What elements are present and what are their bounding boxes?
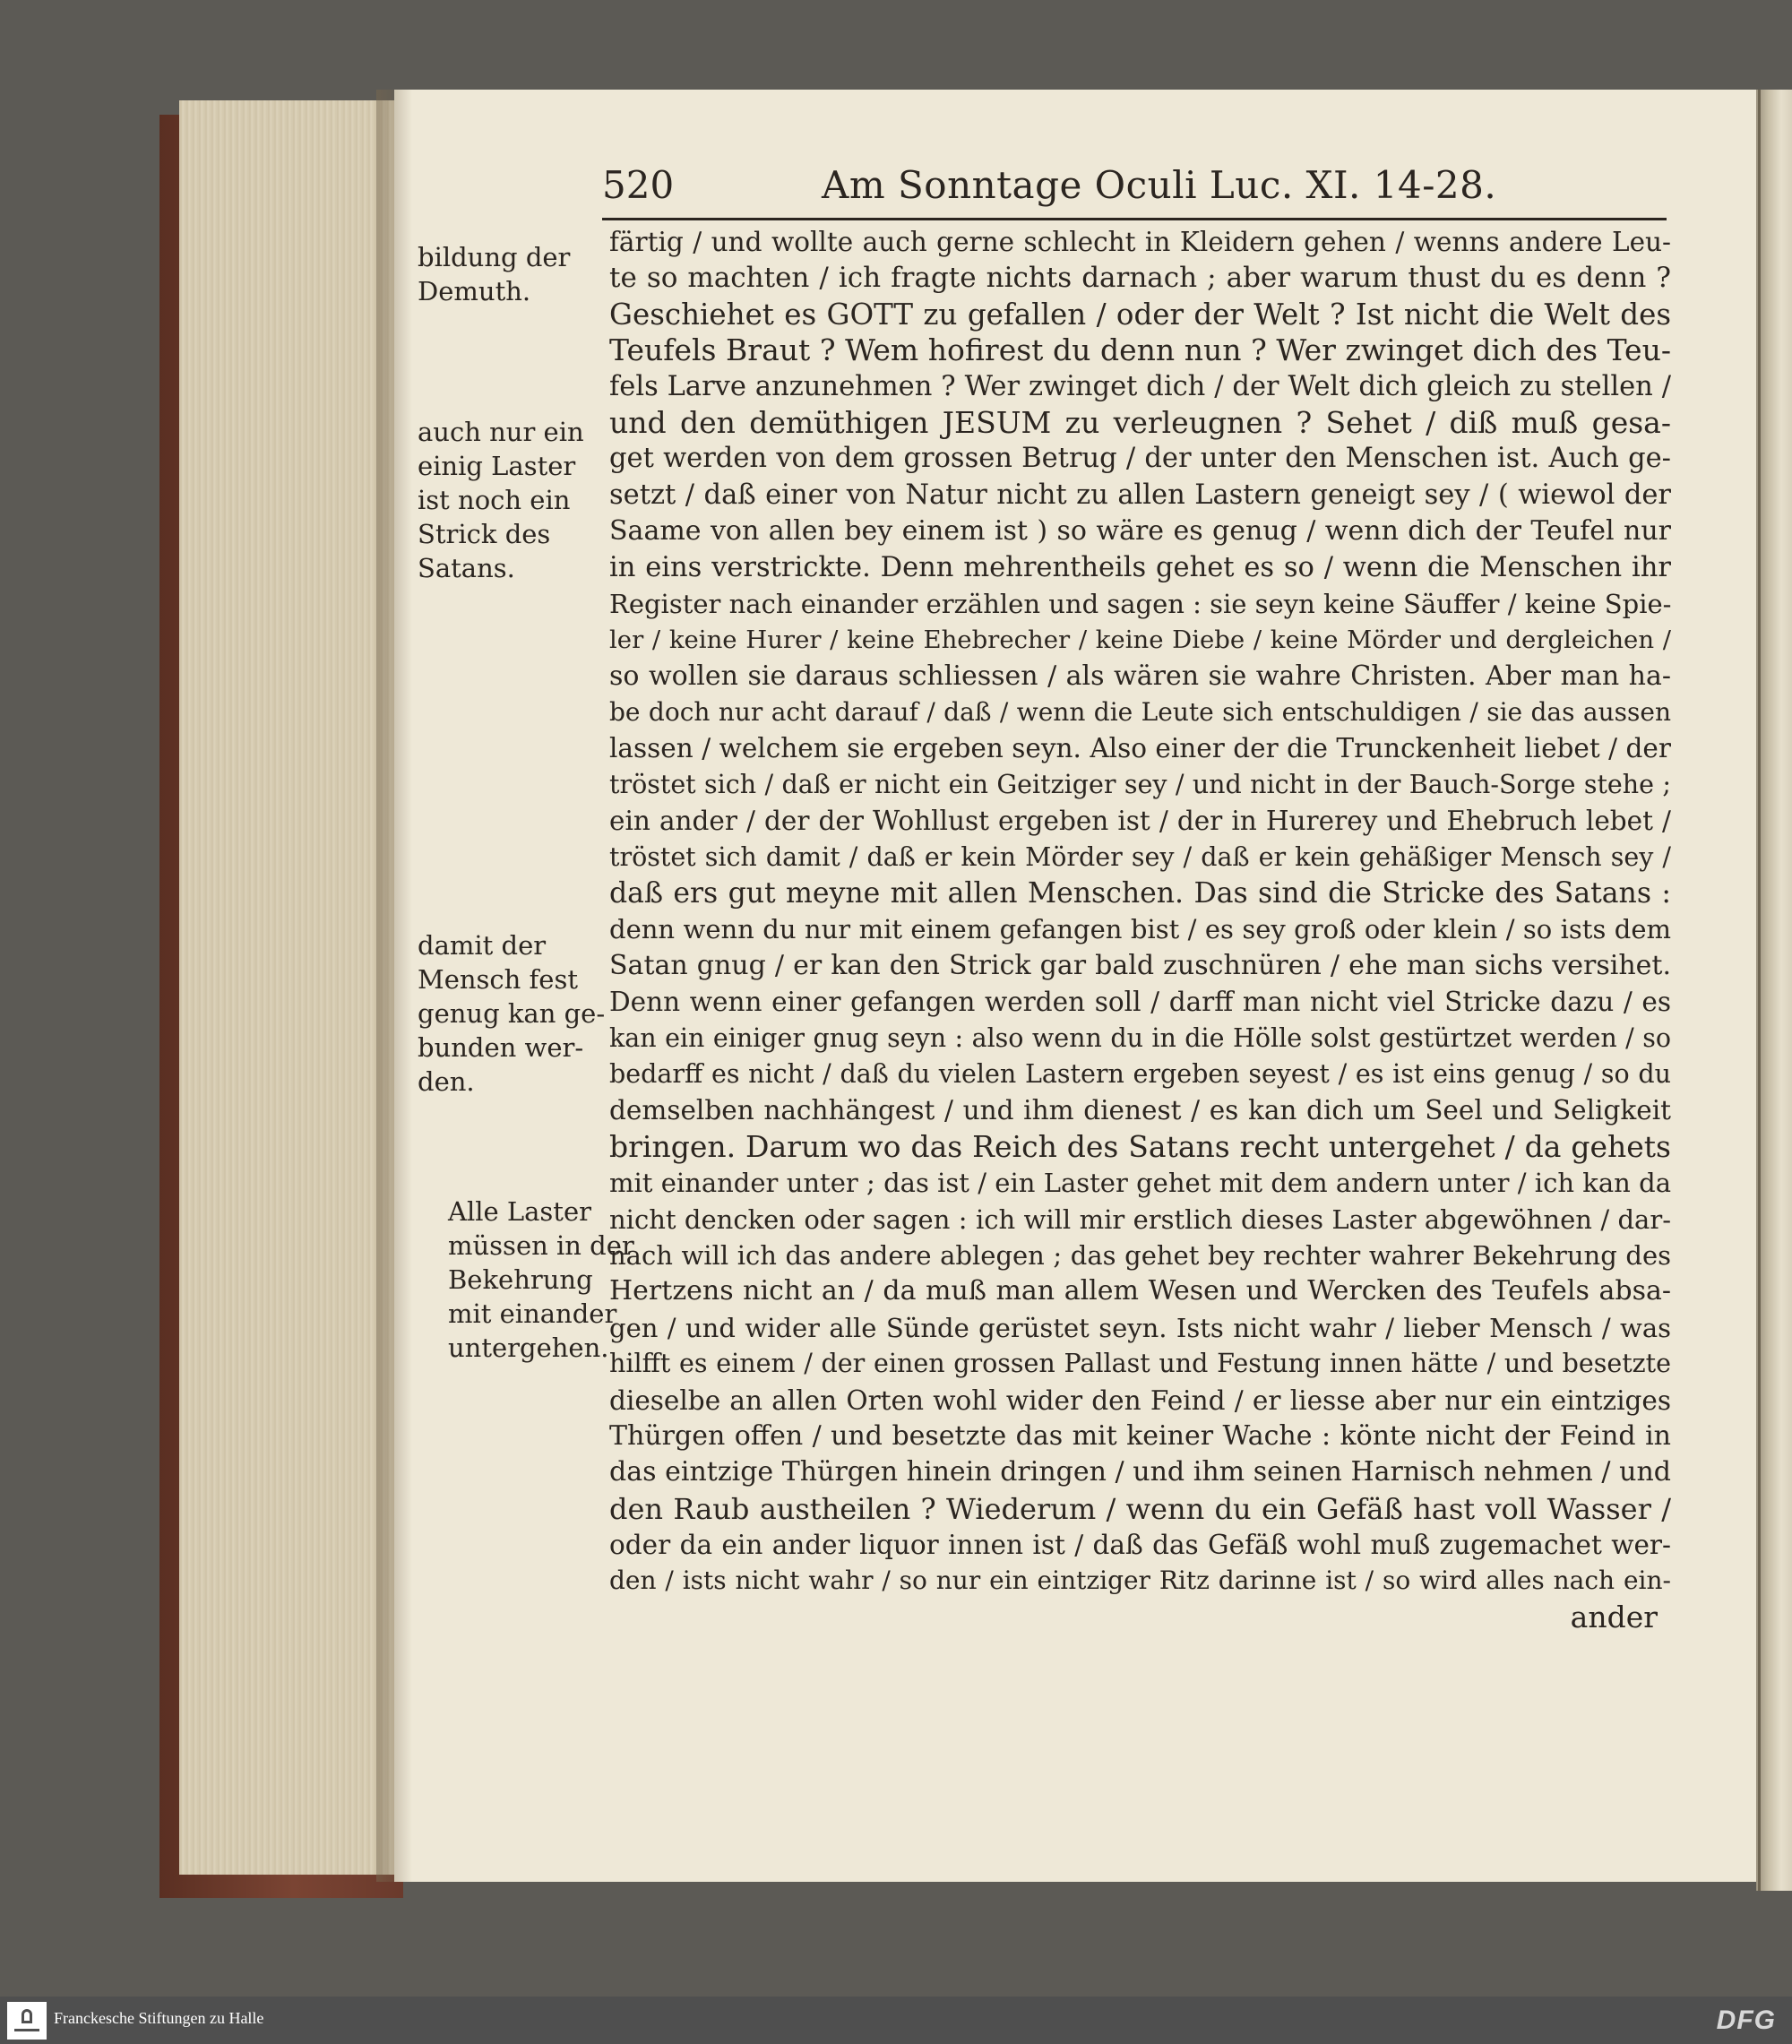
text-line: ein ander / der der Wohllust ergeben ist / der in Hurerey und Ehebruch lebet / [609, 806, 1671, 837]
page-number: 520 [602, 163, 675, 207]
text-line: Denn wenn einer gefangen werden soll / darff man nicht viel Stricke dazu / es [609, 987, 1671, 1018]
margin-note-line: Strick des [418, 519, 551, 549]
text-line: daß ers gut meyne mit allen Menschen. Das sind die Stricke des Satans : [609, 877, 1671, 910]
text-line: in eins verstrickte. Denn mehrentheils gehet es so / wenn die Menschen ihr [609, 551, 1671, 583]
text-line: Saame von allen bey einem ist ) so wäre es genug / wenn dich der Teufel nur [609, 515, 1671, 548]
text-line: nach will ich das andere ablegen ; das gehet bey rechter wahrer Bekehrung des [609, 1239, 1671, 1271]
dfg-logo: DFG [1716, 2005, 1776, 2035]
margin-note [418, 415, 584, 585]
text-line: so wollen sie daraus schliessen / als wären sie wahre Christen. Aber man ha- [609, 660, 1671, 692]
text-line: und den demüthigen JESUM zu verleugnen ? Sehet / diß muß gesa- [609, 404, 1671, 440]
margin-note-line: untergehen. [448, 1332, 609, 1363]
text-line: Hertzens nicht an / da muß man allem Wesen und Wercken des Teufels absa- [609, 1275, 1671, 1307]
text-line: bedarff es nicht / daß du vielen Lastern ergeben seyest / es ist eins genug / so du [609, 1058, 1671, 1089]
text-line: dieselbe an allen Orten wohl wider den Feind / er liesse aber nur ein eintziges [609, 1384, 1671, 1416]
marginalia [418, 231, 634, 1396]
header-rule [602, 218, 1667, 220]
gutter-line [1758, 90, 1761, 1891]
text-line: mit einander unter ; das ist / ein Laster gehet mit dem andern unter / ich kan da [609, 1168, 1671, 1199]
logo-bar [14, 2029, 39, 2031]
catchword: ander [1570, 1599, 1658, 1634]
viewer-footer [0, 1997, 1792, 2044]
text-line: das eintzige Thürgen hinein dringen / und ihm seinen Harnisch nehmen / und [609, 1456, 1671, 1488]
text-line: bringen. Darum wo das Reich des Satans recht untergehet / da gehets [609, 1128, 1671, 1164]
page-edges [179, 100, 405, 1875]
margin-note [418, 928, 605, 1099]
margin-note-line: bildung der [418, 242, 571, 272]
margin-note-line: einig Laster [418, 451, 576, 481]
margin-note [448, 1194, 634, 1365]
margin-note-line: ist noch ein [418, 485, 571, 515]
text-line: denn wenn du nur mit einem gefangen bist / es sey groß oder klein / so ists dem [609, 914, 1671, 945]
running-head [602, 160, 1667, 213]
margin-note-line: den. [418, 1066, 475, 1097]
text-line: demselben nachhängest / und ihm dienest / es kan dich um Seel und Seligkeit [609, 1095, 1671, 1126]
margin-note-line: Alle Laster [448, 1196, 591, 1227]
text-line: kan ein einiger gnug seyn : also wenn du in die Hölle solst gestürtzet werden / so [609, 1022, 1671, 1053]
text-line: fels Larve anzunehmen ? Wer zwinget dich / der Welt dich gleich zu stellen / [609, 370, 1671, 402]
margin-note [418, 240, 570, 308]
text-line: Geschiehet es GOTT zu gefallen / oder der Welt ? Ist nicht die Welt des [609, 297, 1671, 332]
text-line: Teufels Braut ? Wem hofirest du denn nun ? Wer zwinget dich des Teu- [609, 332, 1671, 368]
book-gutter [1756, 90, 1792, 1891]
text-line: Thürgen offen / und besetzte das mit keiner Wache : könte nicht der Feind in [609, 1419, 1671, 1452]
text-line: be doch nur acht darauf / daß / wenn die Leute sich entschuldigen / sie das aussen [609, 697, 1671, 728]
text-line: tröstet sich / daß er nicht ein Geitziger sey / und nicht in der Bauch-Sorge stehe ; [609, 769, 1671, 799]
text-line: te so machten / ich fragte nichts darnach ; aber warum thust du es denn ? [609, 262, 1671, 295]
text-line: setzt / daß einer von Natur nicht zu allen Lastern geneigt sey / ( wiewol der [609, 479, 1671, 511]
margin-note-line: müssen in der [448, 1230, 634, 1261]
text-line: nicht dencken oder sagen : ich will mir erstlich dieses Laster abgewöhnen / dar- [609, 1203, 1671, 1235]
margin-note-line: damit der [418, 930, 547, 961]
text-line: ler / keine Hurer / keine Ehebrecher / keine Diebe / keine Mörder und dergleichen / [609, 625, 1671, 655]
margin-note-line: Bekehrung [448, 1264, 593, 1295]
institution-name: Franckesche Stiftungen zu Halle [54, 2009, 264, 2027]
margin-note-line: Demuth. [418, 276, 531, 306]
margin-note-line: genug kan ge- [418, 998, 606, 1029]
margin-note-line: auch nur ein [418, 417, 584, 447]
body-text [609, 224, 1671, 1635]
logo-arch [22, 2009, 32, 2023]
text-line: den / ists nicht wahr / so nur ein eintziger Ritz darinne ist / so wird alles nach ein- [609, 1565, 1671, 1596]
text-line: oder da ein ander liquor innen ist / daß das Gefäß wohl muß zugemachet wer- [609, 1530, 1671, 1561]
text-line: tröstet sich damit / daß er kein Mörder sey / daß er kein gehäßiger Mensch sey / [609, 841, 1671, 872]
text-line: lassen / welchem sie ergeben seyn. Also einer der die Trunckenheit liebet / der [609, 733, 1671, 764]
page-shadow [376, 90, 412, 1882]
margin-note-line: Satans. [418, 553, 515, 583]
margin-note-line: bunden wer- [418, 1032, 584, 1063]
text-line: den Raub austheilen ? Wiederum / wenn du ein Gefäß hast voll Wasser / [609, 1491, 1671, 1526]
margin-note-line: mit einander [448, 1298, 617, 1329]
text-line: gen / und wider alle Sünde gerüstet seyn. Ists nicht wahr / lieber Mensch / was [609, 1312, 1671, 1343]
text-line: Satan gnug / er kan den Strick gar bald zuschnüren / ehe man sichs versihet. [609, 949, 1671, 981]
running-title: Am Sonntage Oculi Luc. XI. 14-28. [822, 163, 1497, 207]
margin-note-line: Mensch fest [418, 964, 578, 995]
text-line: get werden von dem grossen Betrug / der unter den Menschen ist. Auch ge- [609, 443, 1671, 475]
text-line: hilfft es einem / der einen grossen Pallast und Festung innen hätte / und besetzte [609, 1349, 1671, 1379]
text-line: Register nach einander erzählen und sagen : sie seyn keine Säuffer / keine Spie- [609, 588, 1672, 619]
institution-logo-icon [7, 2002, 47, 2040]
text-line: färtig / und wollte auch gerne schlecht in Kleidern gehen / wenns andere Leu- [609, 227, 1671, 257]
